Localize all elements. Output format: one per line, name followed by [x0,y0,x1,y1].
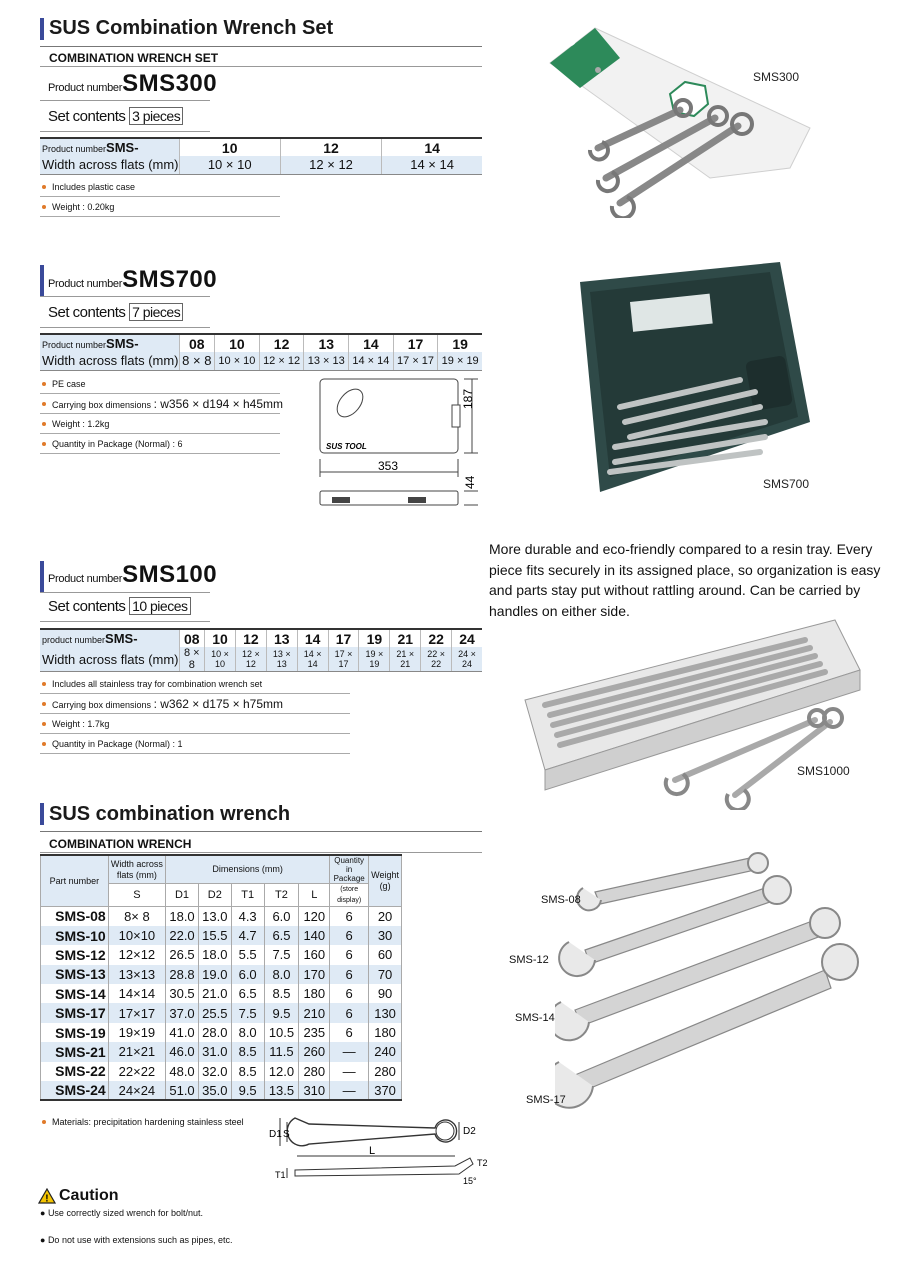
set-contents [48,304,183,321]
sms300-photo [540,18,840,218]
product-number: SMS100 [122,561,218,588]
dim-height: 187 [461,388,475,409]
flats-cell: 14 × 14 [297,647,328,672]
divider [40,296,210,297]
value-cell: 160 [299,945,330,964]
size-cell: 12 [259,334,304,352]
part-number-cell: SMS-13 [41,965,109,984]
value-cell: 180 [369,1023,402,1042]
box-dimension-drawing [312,375,490,515]
value-cell: 28.8 [166,965,199,984]
svg-text:!: ! [45,1193,49,1204]
value-cell: 11.5 [264,1042,299,1061]
note-item: Quantity in Package (Normal) : 6 [40,434,280,454]
flats-cell: 12 × 12 [259,352,304,370]
value-cell: 70 [369,965,402,984]
value-cell: 8.5 [264,984,299,1003]
set-contents-label: Set contents [48,598,126,615]
wrench-label: SMS-12 [509,954,549,966]
set-contents-value: 7 pieces [129,303,183,321]
value-cell: 51.0 [166,1081,199,1100]
section-bar [40,803,44,825]
spec-table [40,333,482,371]
value-cell: 13.0 [198,907,231,926]
value-cell: 240 [369,1042,402,1061]
header-weight: Weight (g) [369,855,402,907]
table-row [41,1023,402,1042]
size-cell: 10 [215,334,260,352]
product-number: SMS300 [122,70,218,97]
size-cell: 13 [266,629,297,647]
size-cell: 08 [179,629,205,647]
value-cell: 60 [369,945,402,964]
value-cell: 48.0 [166,1062,199,1081]
value-cell: 7.5 [264,945,299,964]
diagram-d2: D2 [463,1126,476,1137]
value-cell: 13.5 [264,1081,299,1100]
size-cell: 17 [328,629,359,647]
part-number-cell: SMS-21 [41,1042,109,1061]
value-cell: 28.0 [198,1023,231,1042]
sms700-photo [570,262,820,502]
photo-caption: SMS700 [763,477,810,491]
divider [40,621,210,622]
section-title: SUS Combination Wrench Set [49,17,334,39]
note-item: Includes all stainless tray for combination wrench set [40,674,350,694]
flats-cell: 22 × 22 [421,647,452,672]
divider [40,327,210,328]
flats-cell: 13 × 13 [266,647,297,672]
product-number-label: Product number [48,278,123,290]
value-cell: 6 [330,965,369,984]
value-cell: 8.0 [231,1023,264,1042]
product-number-label: Product number [48,573,123,585]
part-number-cell: SMS-19 [41,1023,109,1042]
value-cell: 14×14 [108,984,165,1003]
notes-list [40,674,350,754]
value-cell: 25.5 [198,1003,231,1022]
note-item: Quantity in Package (Normal) : 1 [40,734,350,754]
value-cell: 260 [299,1042,330,1061]
photo-caption: SMS1000 [797,764,850,778]
divider [40,831,482,832]
caution-heading [38,1187,119,1205]
size-cell: 14 [349,334,394,352]
wrenches-photo [555,850,875,1120]
value-cell: 370 [369,1081,402,1100]
value-cell: 31.0 [198,1042,231,1061]
value-cell: 46.0 [166,1042,199,1061]
flats-cell: 12 × 12 [235,647,266,672]
value-cell: 37.0 [166,1003,199,1022]
size-cell: 13 [304,334,349,352]
value-cell: 6 [330,1003,369,1022]
flats-cell: 17 × 17 [328,647,359,672]
header-s: S [108,884,165,907]
header-d1: D1 [166,884,199,907]
wrench-label: SMS-14 [515,1012,555,1024]
note-item: Weight : 0.20kg [40,197,280,217]
header-d2: D2 [198,884,231,907]
section-bar [40,265,44,297]
value-cell: 20 [369,907,402,926]
header-t2: T2 [264,884,299,907]
value-cell: 13×13 [108,965,165,984]
divider [40,66,482,67]
table-row [41,1081,402,1100]
photo-caption: SMS300 [753,70,800,84]
note-item: PE case [40,374,280,394]
note-item: Includes plastic case [40,177,280,197]
value-cell: 280 [369,1062,402,1081]
note-item: Carrying box dimensions : w362 × d175 × h75mm [40,694,350,714]
table-row [41,907,402,926]
size-cell: 12 [235,629,266,647]
notes-list [40,1112,244,1132]
value-cell: 140 [299,926,330,945]
diagram-t2: T2 [477,1158,488,1168]
combination-wrench-table [40,854,402,1101]
set-contents-value: 10 pieces [129,597,190,615]
value-cell: 8.5 [231,1062,264,1081]
value-cell: 10.5 [264,1023,299,1042]
value-cell: 15.5 [198,926,231,945]
part-number-cell: SMS-12 [41,945,109,964]
divider [40,852,482,853]
table-row [41,1003,402,1022]
product-number-label: Product number [48,82,123,94]
section-title: SUS combination wrench [49,803,291,825]
wrench-label: SMS-17 [526,1094,566,1106]
caution-item: ● Do not use with extensions such as pipes, etc. [40,1235,233,1245]
set-contents-label: Set contents [48,108,126,125]
note-item: Carrying box dimensions : w356 × d194 × h45mm [40,394,280,414]
value-cell: 18.0 [198,945,231,964]
size-cell: 08 [179,334,215,352]
notes-list [40,177,280,217]
diagram-s: S [283,1129,290,1140]
section-bar [40,18,44,40]
section-bar [40,561,44,593]
value-cell: 24×24 [108,1081,165,1100]
value-cell: 4.7 [231,926,264,945]
size-cell: 24 [452,629,482,647]
flats-cell: 8 × 8 [179,352,215,370]
dim-width: 353 [378,459,399,473]
value-cell: 6 [330,945,369,964]
divider [40,592,210,593]
flats-cell: 14 × 14 [349,352,394,370]
diagram-angle: 15° [463,1176,477,1186]
value-cell: 26.5 [166,945,199,964]
warning-icon [38,1188,56,1204]
diagram-d1: D1 [269,1129,282,1140]
caution-item: ● Use correctly sized wrench for bolt/nut. [40,1208,203,1218]
flats-cell: 24 × 24 [452,647,482,672]
value-cell: 17×17 [108,1003,165,1022]
flats-cell: 21 × 21 [390,647,421,672]
value-cell: 130 [369,1003,402,1022]
header-part-number: Part number [41,855,109,907]
value-cell: 22×22 [108,1062,165,1081]
wrench-dimension-diagram [265,1110,490,1190]
set-contents [48,598,191,615]
table-row [41,965,402,984]
flats-cell: 10 × 10 [205,647,236,672]
section-subtitle: COMBINATION WRENCH [49,837,192,851]
value-cell: — [330,1062,369,1081]
header-l: L [299,884,330,907]
flats-cell: 8 × 8 [179,647,205,672]
spec-table [40,137,482,175]
value-cell: 6 [330,926,369,945]
value-cell: 19×19 [108,1023,165,1042]
notes-list [40,374,283,454]
diagram-l: L [369,1145,376,1157]
wrench-label: SMS-08 [541,894,581,906]
part-number-cell: SMS-08 [41,907,109,926]
value-cell: 21.0 [198,984,231,1003]
value-cell: 4.3 [231,907,264,926]
header-dimensions: Dimensions (mm) [166,855,330,884]
header-t1: T1 [231,884,264,907]
value-cell: 35.0 [198,1081,231,1100]
value-cell: 6 [330,1023,369,1042]
table-row [41,945,402,964]
product-number: SMS700 [122,266,218,293]
spec-table [40,628,482,672]
product-number-line [48,266,217,294]
flats-cell: 13 × 13 [304,352,349,370]
flats-cell: 19 × 19 [438,352,482,370]
size-cell: 22 [421,629,452,647]
row-label: Width across flats (mm) [42,157,179,173]
header-quantity: Quantity in Package [330,855,369,884]
product-number-line [48,70,217,98]
note-item: Weight : 1.7kg [40,714,350,734]
value-cell: 90 [369,984,402,1003]
flats-cell: 14 × 14 [382,156,482,174]
table-row [41,926,402,945]
row-label: Width across flats (mm) [40,647,179,672]
value-cell: 12.0 [264,1062,299,1081]
tray-description: More durable and eco-friendly compared to a resin tray. Every piece fits securely in its assigned place, so organization is easy and parts stay put without rattling around. Can be carried by handles on either side. [489,541,881,619]
value-cell: 19.0 [198,965,231,984]
flats-cell: 12 × 12 [280,156,381,174]
table-row [41,1042,402,1061]
size-cell: 12 [280,138,381,156]
value-cell: 7.5 [231,1003,264,1022]
value-cell: 41.0 [166,1023,199,1042]
value-cell: 210 [299,1003,330,1022]
value-cell: — [330,1042,369,1061]
size-cell: 19 [359,629,390,647]
product-number-line [48,561,217,589]
caution-title: Caution [59,1187,119,1204]
value-cell: 18.0 [166,907,199,926]
sms1000-photo [515,610,865,810]
set-contents [48,108,183,125]
table-row [41,1062,402,1081]
part-number-cell: SMS-17 [41,1003,109,1022]
row-label: product numberSMS- [40,629,179,647]
diagram-t1: T1 [275,1170,286,1180]
divider [40,100,210,101]
row-label: Product numberSMS- [40,334,179,352]
note-item: Materials: precipitation hardening stainless steel [40,1112,230,1132]
value-cell: 5.5 [231,945,264,964]
value-cell: 9.5 [231,1081,264,1100]
value-cell: 6 [330,984,369,1003]
value-cell: 21×21 [108,1042,165,1061]
part-number-cell: SMS-24 [41,1081,109,1100]
row-label: Product numberSMS- [40,138,179,156]
value-cell: 180 [299,984,330,1003]
value-cell: 280 [299,1062,330,1081]
value-cell: — [330,1081,369,1100]
part-number-cell: SMS-14 [41,984,109,1003]
set-contents-label: Set contents [48,304,126,321]
size-cell: 10 [205,629,236,647]
set-contents-value: 3 pieces [129,107,183,125]
value-cell: 8.5 [231,1042,264,1061]
section-subtitle: COMBINATION WRENCH SET [49,51,219,65]
flats-cell: 10 × 10 [179,156,280,174]
value-cell: 9.5 [264,1003,299,1022]
table-row [41,984,402,1003]
value-cell: 235 [299,1023,330,1042]
part-number-cell: SMS-10 [41,926,109,945]
flats-cell: 19 × 19 [359,647,390,672]
value-cell: 30 [369,926,402,945]
note-item: Weight : 1.2kg [40,414,280,434]
value-cell: 6.5 [231,984,264,1003]
dim-depth: 44 [463,475,477,489]
flats-cell: 10 × 10 [215,352,260,370]
value-cell: 310 [299,1081,330,1100]
part-number-cell: SMS-22 [41,1062,109,1081]
value-cell: 32.0 [198,1062,231,1081]
size-cell: 10 [179,138,280,156]
value-cell: 6.0 [231,965,264,984]
value-cell: 6 [330,907,369,926]
box-label: SUS TOOL [326,442,367,451]
header-store-display: (store display) [330,884,369,907]
size-cell: 17 [393,334,438,352]
value-cell: 120 [299,907,330,926]
size-cell: 14 [297,629,328,647]
header-width: Width across flats (mm) [108,855,165,884]
value-cell: 22.0 [166,926,199,945]
size-cell: 19 [438,334,482,352]
value-cell: 8× 8 [108,907,165,926]
value-cell: 12×12 [108,945,165,964]
size-cell: 21 [390,629,421,647]
value-cell: 6.5 [264,926,299,945]
divider [40,131,210,132]
value-cell: 10×10 [108,926,165,945]
value-cell: 30.5 [166,984,199,1003]
value-cell: 6.0 [264,907,299,926]
size-cell: 14 [382,138,482,156]
flats-cell: 17 × 17 [393,352,438,370]
divider [40,46,482,47]
value-cell: 170 [299,965,330,984]
value-cell: 8.0 [264,965,299,984]
row-label: Width across flats (mm) [42,353,179,369]
